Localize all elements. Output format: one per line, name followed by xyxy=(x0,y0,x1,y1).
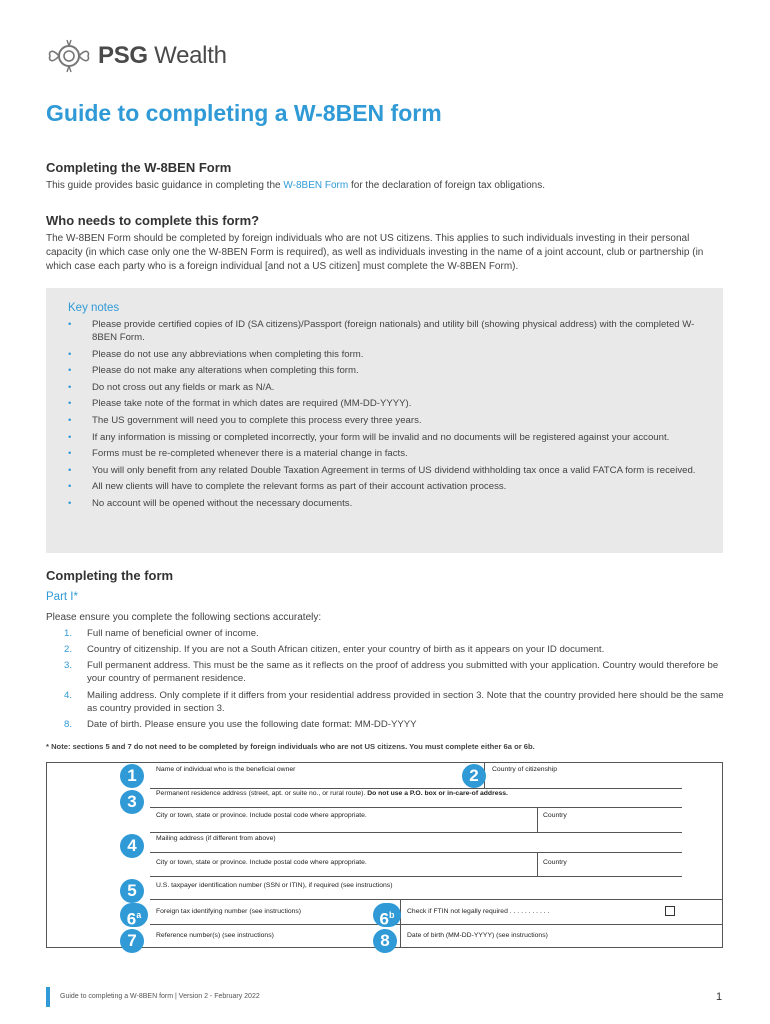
badge-3: 3 xyxy=(120,790,144,814)
form-top-border xyxy=(46,762,723,763)
city-label: City or town, state or province. Include postal code where appropriate. xyxy=(156,812,367,819)
sections-list xyxy=(46,627,726,734)
badge-4: 4 xyxy=(120,834,144,858)
field-5-label: U.S. taxpayer identification number (SSN or ITIN), if required (see instructions) xyxy=(156,882,393,889)
field-7-label: Reference number(s) (see instructions) xyxy=(156,932,274,939)
country-label: Country xyxy=(543,812,567,819)
list-item: • Please do not make any alterations when completing this form. xyxy=(68,364,698,377)
form-divider-vertical xyxy=(400,899,401,947)
list-item: 3. Full permanent address. This must be the same as it reflects on the proof of address you submitted with your application. Country would therefore be your country of permanent residence. xyxy=(64,660,719,685)
who-text: The W-8BEN Form should be completed by foreign individuals who are not US citizens. This applies to such individuals investing in their personal capacity (in which case only one the W-8BEN Form is required), as well as individuals investing in the name of a joint account, club or partnership (in which case each party who is a foreign individual [and not a US citizen] must complete the W-8BEN Form). xyxy=(46,233,704,272)
list-item: • Please provide certified copies of ID (SA citizens)/Passport (foreign nationals) and utility bill (showing physical address) with the completed W-8BEN Form. xyxy=(68,318,698,344)
form-left-border xyxy=(46,762,47,948)
form-divider xyxy=(150,807,682,808)
field-4-label: Mailing address (if different from above) xyxy=(156,835,276,842)
psg-wealth-logo xyxy=(46,38,227,74)
page-number: 1 xyxy=(716,991,723,1003)
field-8-label: Date of birth (MM-DD-YYYY) (see instructions) xyxy=(407,932,548,939)
footnote: * Note: sections 5 and 7 do not need to be completed by foreign individuals who are not US citizens. You must complete either 6a or 6b. xyxy=(46,742,535,751)
form-right-border xyxy=(722,762,723,948)
key-notes-list xyxy=(68,318,698,514)
list-item: • Please do not use any abbreviations when completing this form. xyxy=(68,348,698,361)
form-divider xyxy=(150,852,682,853)
field-1-label: Name of individual who is the beneficial owner xyxy=(156,766,296,773)
field-6b-label: Check if FTIN not legally required . . . . . . . . . . . xyxy=(407,908,550,915)
part-i-label: Part I* xyxy=(46,591,78,603)
intro-heading: Completing the W-8BEN Form xyxy=(46,160,232,175)
field-3-label: Permanent residence address (street, apt. or suite no., or rural route). Do not use a P.O. box or in-care-of address. xyxy=(156,790,508,797)
form-divider-vertical xyxy=(537,852,538,876)
ftin-not-required-checkbox[interactable] xyxy=(665,906,675,916)
list-item: 4. Mailing address. Only complete if it differs from your residential address provided in section 3. Note that the country provided here should be the same as country provided in section 3. xyxy=(64,689,724,714)
badge-8: 8 xyxy=(373,929,397,953)
intro-text: This guide provides basic guidance in completing the W-8BEN Form for the declaration of foreign tax obligations. xyxy=(46,180,545,191)
list-item: • Forms must be re-completed whenever there is a material change in facts. xyxy=(68,447,698,460)
form-divider xyxy=(150,924,723,925)
list-item: 1. Full name of beneficial owner of income. xyxy=(64,628,259,639)
psg-emblem-icon xyxy=(46,38,92,74)
list-item: • You will only benefit from any related Double Taxation Agreement in terms of US dividend withholding tax once a valid FATCA form is received. xyxy=(68,464,698,477)
list-item: • No account will be opened without the necessary documents. xyxy=(68,497,698,510)
form-divider xyxy=(150,832,682,833)
form-divider-vertical xyxy=(537,807,538,832)
key-notes-title: Key notes xyxy=(68,302,120,314)
form-divider xyxy=(150,899,723,900)
list-item: • The US government will need you to complete this process every three years. xyxy=(68,414,698,427)
city-label: City or town, state or province. Include postal code where appropriate. xyxy=(156,859,367,866)
badge-6a: 6$^a$ xyxy=(120,903,148,927)
footer-accent-bar xyxy=(46,987,50,1007)
key-notes-box xyxy=(46,288,723,553)
list-item: • Do not cross out any fields or mark as N/A. xyxy=(68,381,698,394)
list-item: • Please take note of the format in which dates are required (MM-DD-YYYY). xyxy=(68,397,698,410)
who-heading: Who needs to complete this form? xyxy=(46,213,260,228)
form-divider xyxy=(150,788,682,789)
brand-name: PSG Wealth xyxy=(98,42,227,69)
badge-1: 1 xyxy=(120,764,144,788)
form-divider xyxy=(150,876,682,877)
badge-6b: 6$^b$ xyxy=(373,903,401,927)
list-item: • All new clients will have to complete the relevant forms as part of their account activation process. xyxy=(68,480,698,493)
badge-2: 2 xyxy=(462,764,486,788)
footer-text: Guide to completing a W-8BEN form | Version 2 - February 2022 xyxy=(60,993,260,1000)
list-item: 2. Country of citizenship. If you are not a South African citizen, enter your country of birth as it appears on your ID document. xyxy=(64,644,605,656)
w8ben-form-excerpt xyxy=(46,762,723,948)
country-label: Country xyxy=(543,859,567,866)
page-title: Guide to completing a W-8BEN form xyxy=(46,100,442,126)
field-2-label: Country of citizenship xyxy=(492,766,557,773)
list-item: • If any information is missing or completed incorrectly, your form will be invalid and no documents will be registered against your account. xyxy=(68,431,698,444)
badge-7: 7 xyxy=(120,929,144,953)
completing-intro: Please ensure you complete the following sections accurately: xyxy=(46,612,322,623)
badge-5: 5 xyxy=(120,879,144,903)
list-item: 8. Date of birth. Please ensure you use the following date format: MM-DD-YYYY xyxy=(64,718,417,730)
w8ben-form-link[interactable]: W-8BEN Form xyxy=(283,180,349,191)
field-6a-label: Foreign tax identifying number (see instructions) xyxy=(156,908,302,915)
completing-heading: Completing the form xyxy=(46,568,174,583)
